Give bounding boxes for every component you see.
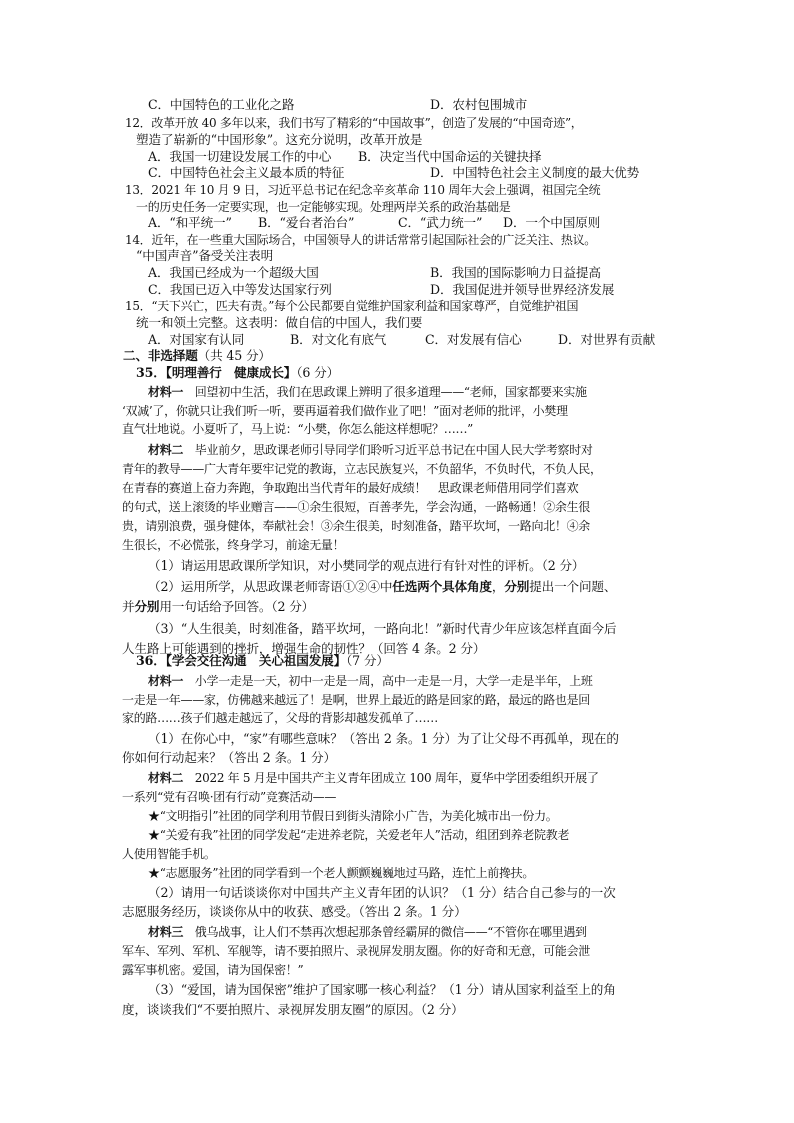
q36-heading (136, 652, 389, 670)
q14-option-b: B．我国的国际影响力日益提高 (430, 265, 601, 280)
q36-material2-text1: 2022 年 5 月是中国共产主义青年团成立 100 周年，夏华中学团委组织开展了 (183, 771, 599, 785)
q36-bullet-2-line2: 人使用智能手机。 (122, 847, 216, 861)
q15-option-a: A．对国家有认同 (148, 332, 245, 347)
q13-option-b: B．“爱台者治台” (258, 215, 355, 230)
q35-material1-label: 材料一 (148, 385, 184, 399)
q35-subquestion-2-line1 (148, 578, 616, 596)
q35-material2-line3: 在青春的赛道上奋力奔跑，争取跑出当代青年的最好成绩！ 思政课老师借用同学们喜欢 (122, 481, 579, 495)
q13-option-c: C．“武力统一” (398, 215, 483, 230)
section-score: （共 45 分） (197, 348, 271, 363)
q11-option-d: D．农村包围城市 (430, 97, 528, 112)
q13-stem-line2: 一的历史任务一定要实现，也一定能够实现。处理两岸关系的政治基础是 (136, 200, 511, 214)
q35-material1-line2: ‘双减’了，你就只让我们听一听，要再逼着我们做作业了吧！”面对老师的批评，小樊理 (122, 404, 568, 418)
q36-material3-line3: 露军事机密。爱国，请为国保密！” (122, 963, 304, 977)
q14-option-c: C．我国已迈入中等发达国家行列 (148, 282, 332, 297)
q35-sq2-text-c: ， (491, 579, 505, 594)
section-heading (123, 347, 271, 365)
q35-material1-line3: 直气壮地说。小夏听了，马上说：“小樊，你怎么能这样想呢？……” (122, 422, 473, 436)
q12-stem-line2: 塑造了崭新的“中国形象”。这充分说明，改革开放是 (136, 132, 423, 147)
q36-bullet-3: ★“志愿服务”社团的同学看到一个老人颤颤巍巍地过马路，连忙上前搀扶。 (148, 866, 535, 880)
q13-option-d: D．一个中国原则 (503, 215, 601, 230)
q15-option-b: B．对文化有底气 (290, 332, 387, 347)
q35-subquestion-2-line2 (122, 598, 314, 616)
q12-option-c: C．中国特色社会主义最本质的特征 (148, 165, 345, 180)
q15-stem-line1: 15．“天下兴亡，匹夫有责。”每个公民都要自觉维护国家利益和国家尊严，自觉维护祖国 (125, 299, 579, 313)
q13-option-a: A．“和平统一” (148, 215, 232, 230)
q36-subquestion-1-line2: 你如何行动起来？（答出 2 条。1 分） (122, 750, 336, 765)
q12-stem-line1: 12．改革开放 40 多年以来，我们书写了精彩的“中国故事”，创造了发展的“中国奇迹”， (125, 116, 583, 130)
q36-material2-line1 (148, 769, 599, 787)
q11-option-c: C．中国特色的工业化之路 (148, 97, 295, 112)
q12-option-a: A．我国一切建设发展工作的中心 (148, 149, 332, 164)
q35-number: 35． (136, 365, 166, 380)
q36-material1-line2: 一走是一年——家，仿佛越来越远了！是啊，世界上最近的路是回家的路，最远的路也是回 (122, 693, 591, 707)
q36-material3-label: 材料三 (148, 925, 184, 939)
q15-option-d: D．对世界有贡献 (558, 332, 656, 347)
q36-bullet-1: ★“文明指引”社团的同学利用节假日到街头清除小广告，为美化城市出一份力。 (148, 809, 558, 823)
q36-material3-line1 (148, 923, 587, 941)
q36-subquestion-2-line2: 志愿服务经历，谈谈你从中的收获、感受。（答出 2 条。1 分） (122, 904, 467, 919)
q36-subquestion-1-line1: （1）在你心中，“家”有哪些意味？（答出 2 条。1 分）为了让父母不再孤单，现在的 (148, 731, 619, 746)
q35-material2-line6: 生很长，不必慌张，终身学习，前途无量！ (122, 538, 345, 552)
q35-material1-text1: 回望初中生活，我们在思政课上辨明了很多道理——“老师，国家都要来实施 (183, 385, 587, 399)
q36-subquestion-3-line2: 度，谈谈我们“不要拍照片、录视屏发朋友圈”的原因。（2 分） (122, 1002, 464, 1017)
q36-subquestion-3-line1: （3）“爱国，请为国保密”维护了国家哪一核心利益？（1 分）请从国家利益至上的角 (148, 982, 616, 997)
q35-subquestion-3-line2: 人生路上可能遇到的挫折，增强生命的韧性？（回答 4 条。2 分） (122, 641, 486, 656)
q35-material1-line1 (148, 383, 587, 401)
q35-sq2-text-e: 提出一个问题、 (529, 579, 617, 594)
q35-subquestion-3-line1: （3）“人生很美，时刻准备，踏平坎坷，一路向北！”新时代青少年应该怎样直面今后 (148, 621, 617, 636)
section-title: 二、非选择题 (123, 348, 198, 363)
q36-bullet-2-line1: ★“关爱有我”社团的同学发起“走进养老院，关爱老年人”活动，组团到养老院教老 (148, 828, 570, 842)
q35-heading (136, 364, 339, 382)
q35-material2-line4: 的句式，送上滚烫的毕业赠言——①余生很短，百善孝先，学会沟通，一路畅通！②余生很 (122, 500, 591, 514)
q14-option-a: A．我国已经成为一个超级大国 (148, 265, 319, 280)
q35-material2-line5: 贵，请别浪费，强身健体，奉献社会！③余生很美，时刻准备，踏平坎坷，一路向北！④余 (122, 519, 591, 533)
q35-sq2-emph-b: 分别 (504, 579, 530, 594)
q35-title: 【明理善行 健康成长】 (165, 365, 297, 380)
q14-stem-line2: “中国声音”备受关注表明 (136, 248, 274, 263)
q35-material2-line1 (148, 441, 593, 459)
q36-material1-text1: 小学一走是一天，初中一走是一周，高中一走是一月，大学一走是半年，上班 (183, 674, 593, 688)
q35-material2-line2: 青年的教导——广大青年要牢记党的教诲，立志民族复兴，不负韶华，不负时代，不负人民， (122, 462, 602, 476)
q36-material2-label: 材料二 (148, 771, 184, 785)
q36-title: 【学会交往沟通 关心祖国发展】 (165, 653, 347, 668)
q35-sq2-text-a: （2）运用所学，从思政课老师寄语①②④中 (148, 579, 393, 594)
q14-stem-line1: 14．近年，在一些重大国际场合，中国领导人的讲话常常引起国际社会的广泛关注、热议。 (125, 233, 596, 247)
q36-material3-text1: 俄乌战事，让人们不禁再次想起那条曾经霸屏的微信——“不管你在哪里遇到 (183, 925, 587, 939)
q35-sq2-text-f: 并 (122, 599, 135, 614)
q35-sq2-emph-c: 分别 (134, 599, 160, 614)
q35-material2-label: 材料二 (148, 443, 184, 457)
q12-option-b: B．决定当代中国命运的关键抉择 (358, 149, 542, 164)
q35-sq2-text-g: 用一句话给予回答。（2 分） (159, 599, 315, 614)
q35-subquestion-1: （1）请运用思政课所学知识，对小樊同学的观点进行有针对性的评析。（2 分） (148, 558, 585, 573)
q36-material1-line3: 家的路……孩子们越走越远了，父母的背影却越发孤单了…… (122, 711, 438, 725)
q15-option-c: C．对发展有信心 (425, 332, 522, 347)
q36-material1-label: 材料一 (148, 674, 184, 688)
q12-option-d: D．中国特色社会主义制度的最大优势 (430, 165, 640, 180)
q36-subquestion-2-line1: （2）请用一句话谈谈你对中国共产主义青年团的认识？（1 分）结合自己参与的一次 (148, 885, 616, 900)
q36-material2-line2: 一系列“党有召唤·团有行动”竞赛活动—— (122, 790, 337, 804)
q15-stem-line2: 统一和领土完整。这表明：做自信的中国人，我们要 (136, 315, 423, 330)
q36-score: （7 分） (346, 653, 389, 668)
q36-number: 36． (136, 653, 166, 668)
q35-sq2-emph-a: 任选两个具体角度 (392, 579, 492, 594)
q35-score: （6 分） (296, 365, 340, 380)
q13-stem-line1: 13．2021 年 10 月 9 日，习近平总书记在纪念辛亥革命 110 周年大会上强调，祖国完全统 (125, 183, 601, 197)
q36-material1-line1 (148, 672, 593, 690)
q14-option-d: D．我国促进并领导世界经济发展 (430, 282, 615, 297)
q36-material3-line2: 军车、军列、军机、军舰等，请不要拍照片、录视屏发朋友圈。你的好奇和无意，可能会泄 (122, 944, 591, 958)
q35-material2-text1: 毕业前夕，思政课老师引导同学们聆听习近平总书记在中国人民大学考察时对 (183, 443, 593, 457)
